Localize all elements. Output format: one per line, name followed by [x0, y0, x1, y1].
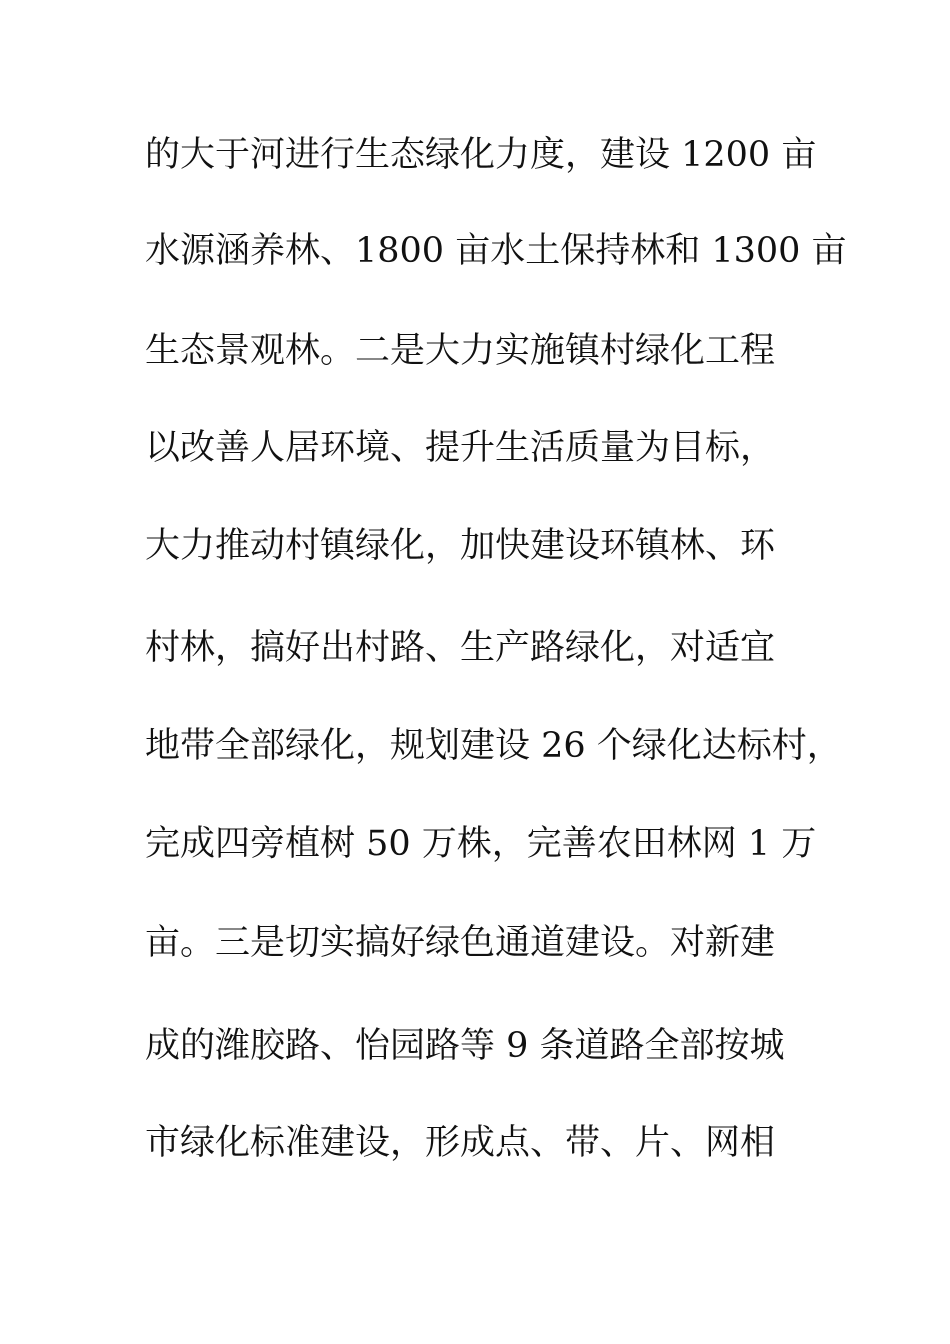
text-line-4: 以改善人居环境、提升生活质量为目标，: [145, 428, 776, 468]
text-line-9: 亩。三是切实搞好绿色通道建设。对新建: [145, 923, 776, 963]
text-line-6: 村林，搞好出村路、生产路绿化，对适宜: [145, 628, 776, 668]
text-line-7: 地带全部绿化，规划建设 26 个绿化达标村，: [145, 726, 842, 766]
text-line-11: 市绿化标准建设，形成点、带、片、网相: [145, 1123, 776, 1163]
text-line-1: 的大于河进行生态绿化力度，建设 1200 亩: [145, 135, 817, 175]
text-line-5: 大力推动村镇绿化，加快建设环镇林、环: [145, 526, 776, 566]
text-line-10: 成的潍胶路、怡园路等 9 条道路全部按城: [145, 1026, 785, 1066]
text-line-2: 水源涵养林、1800 亩水土保持林和 1300 亩: [145, 231, 847, 271]
text-line-8: 完成四旁植树 50 万株，完善农田林网 1 万: [145, 824, 817, 864]
text-line-3: 生态景观林。二是大力实施镇村绿化工程: [145, 331, 776, 371]
